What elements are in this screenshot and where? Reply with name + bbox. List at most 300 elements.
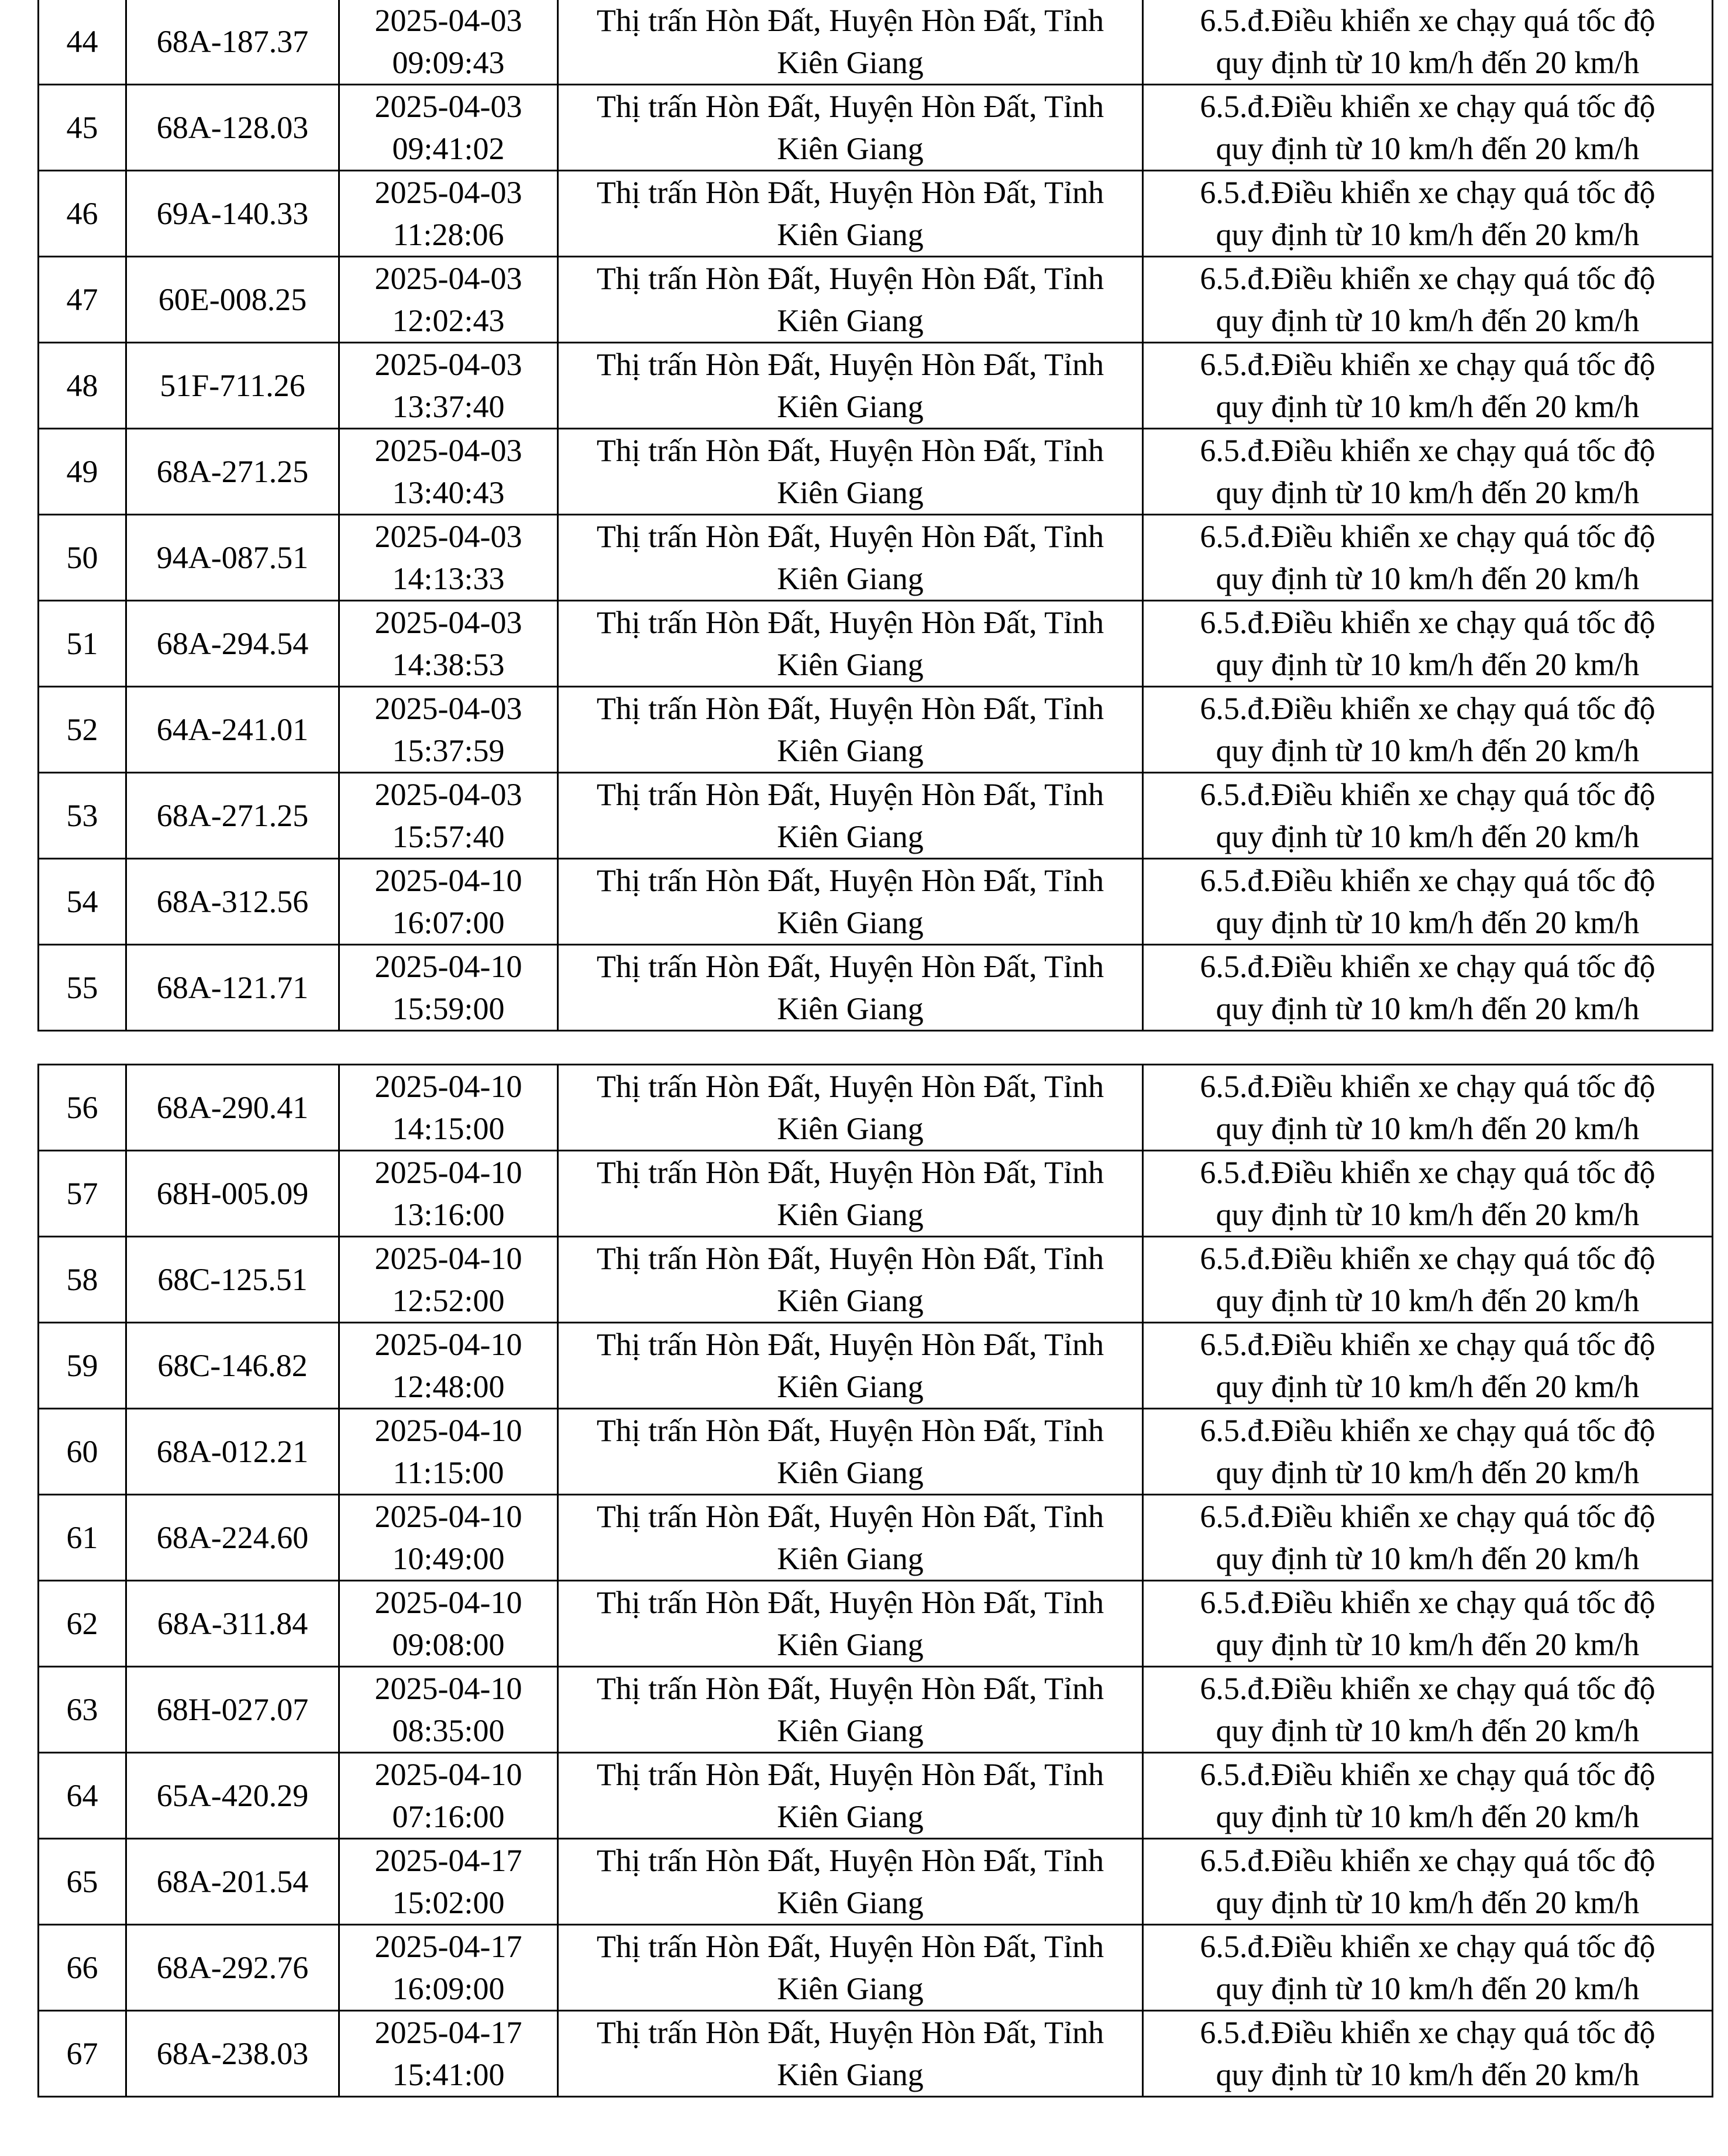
violation-text: quy định từ 10 km/h đến 20 km/h — [1216, 45, 1640, 80]
location-text: Kiên Giang — [777, 1369, 924, 1404]
violation-text: quy định từ 10 km/h đến 20 km/h — [1216, 647, 1640, 682]
datetime-text: 15:59:00 — [392, 991, 505, 1026]
license-plate-text: 68A-012.21 — [156, 1434, 309, 1469]
datetime-text: 2025-04-10 — [374, 1499, 522, 1534]
datetime-cell — [339, 601, 558, 687]
location-text: Kiên Giang — [777, 217, 924, 252]
table-row — [39, 343, 1713, 429]
location-cell — [558, 343, 1143, 429]
datetime-text: 09:08:00 — [392, 1627, 505, 1662]
location-cell — [558, 429, 1143, 515]
license-plate-cell — [126, 1065, 339, 1151]
location-cell — [558, 1237, 1143, 1323]
datetime-cell — [339, 1495, 558, 1581]
violation-text: quy định từ 10 km/h đến 20 km/h — [1216, 1885, 1640, 1920]
location-cell — [558, 945, 1143, 1031]
license-plate-text: 69A-140.33 — [156, 196, 309, 231]
location-text: Thị trấn Hòn Đất, Huyện Hòn Đất, Tỉnh — [596, 1069, 1104, 1104]
violation-cell — [1143, 1495, 1713, 1581]
license-plate-cell — [126, 171, 339, 257]
location-text: Thị trấn Hòn Đất, Huyện Hòn Đất, Tỉnh — [596, 1241, 1104, 1276]
datetime-text: 2025-04-03 — [374, 3, 522, 38]
violation-cell — [1143, 257, 1713, 343]
datetime-cell — [339, 1925, 558, 2011]
license-plate-text: 68A-312.56 — [156, 884, 309, 919]
license-plate-cell — [126, 343, 339, 429]
datetime-text: 2025-04-10 — [374, 1585, 522, 1620]
violation-cell — [1143, 2011, 1713, 2097]
violation-cell — [1143, 343, 1713, 429]
license-plate-cell — [126, 515, 339, 601]
row-number-cell — [39, 1925, 126, 2011]
row-number-text: 53 — [66, 798, 98, 833]
violation-text: 6.5.đ.Điều khiển xe chạy quá tốc độ — [1200, 863, 1655, 898]
row-number-text: 47 — [66, 282, 98, 317]
location-cell — [558, 773, 1143, 859]
violation-text: quy định từ 10 km/h đến 20 km/h — [1216, 389, 1640, 424]
license-plate-text: 65A-420.29 — [156, 1778, 309, 1813]
datetime-text: 2025-04-03 — [374, 261, 522, 296]
violation-text: 6.5.đ.Điều khiển xe chạy quá tốc độ — [1200, 433, 1655, 468]
location-text: Thị trấn Hòn Đất, Huyện Hòn Đất, Tỉnh — [596, 175, 1104, 210]
table-row — [39, 945, 1713, 1031]
location-cell — [558, 1581, 1143, 1667]
location-text: Thị trấn Hòn Đất, Huyện Hòn Đất, Tỉnh — [596, 949, 1104, 984]
violation-cell — [1143, 515, 1713, 601]
datetime-text: 16:09:00 — [392, 1971, 505, 2006]
datetime-text: 14:13:33 — [392, 561, 505, 596]
license-plate-cell — [126, 1323, 339, 1409]
violation-cell — [1143, 1839, 1713, 1925]
location-text: Thị trấn Hòn Đất, Huyện Hòn Đất, Tỉnh — [596, 433, 1104, 468]
datetime-text: 2025-04-03 — [374, 433, 522, 468]
datetime-cell — [339, 1323, 558, 1409]
location-text: Kiên Giang — [777, 1197, 924, 1232]
location-text: Kiên Giang — [777, 1541, 924, 1576]
row-number-cell — [39, 2011, 126, 2097]
location-text: Thị trấn Hòn Đất, Huyện Hòn Đất, Tỉnh — [596, 1155, 1104, 1190]
table-row — [39, 1323, 1713, 1409]
location-text: Kiên Giang — [777, 1627, 924, 1662]
location-text: Thị trấn Hòn Đất, Huyện Hòn Đất, Tỉnh — [596, 3, 1104, 38]
license-plate-cell — [126, 1237, 339, 1323]
violation-text: 6.5.đ.Điều khiển xe chạy quá tốc độ — [1200, 605, 1655, 640]
row-number-text: 55 — [66, 970, 98, 1005]
license-plate-text: 68A-224.60 — [156, 1520, 309, 1555]
table-row — [39, 0, 1713, 85]
table-row — [39, 1237, 1713, 1323]
datetime-cell — [339, 0, 558, 85]
table-row — [39, 1667, 1713, 1753]
datetime-text: 2025-04-03 — [374, 519, 522, 554]
datetime-cell — [339, 773, 558, 859]
violation-text: 6.5.đ.Điều khiển xe chạy quá tốc độ — [1200, 1757, 1655, 1792]
location-text: Kiên Giang — [777, 303, 924, 338]
violations-table-bottom — [37, 1064, 1713, 2097]
violations-table-bottom-body — [39, 1065, 1713, 2097]
datetime-cell — [339, 429, 558, 515]
location-cell — [558, 1495, 1143, 1581]
violation-text: quy định từ 10 km/h đến 20 km/h — [1216, 1455, 1640, 1490]
location-cell — [558, 0, 1143, 85]
location-cell — [558, 2011, 1143, 2097]
location-cell — [558, 601, 1143, 687]
violation-cell — [1143, 773, 1713, 859]
violation-text: quy định từ 10 km/h đến 20 km/h — [1216, 819, 1640, 854]
license-plate-text: 60E-008.25 — [158, 282, 307, 317]
location-text: Kiên Giang — [777, 905, 924, 940]
datetime-text: 2025-04-10 — [374, 1671, 522, 1706]
row-number-cell — [39, 85, 126, 171]
violation-text: 6.5.đ.Điều khiển xe chạy quá tốc độ — [1200, 175, 1655, 210]
row-number-cell — [39, 1409, 126, 1495]
license-plate-cell — [126, 859, 339, 945]
table-row — [39, 2011, 1713, 2097]
datetime-text: 15:37:59 — [392, 733, 505, 768]
license-plate-cell — [126, 773, 339, 859]
violation-cell — [1143, 1753, 1713, 1839]
table-row — [39, 1581, 1713, 1667]
violation-text: 6.5.đ.Điều khiển xe chạy quá tốc độ — [1200, 1241, 1655, 1276]
violation-text: quy định từ 10 km/h đến 20 km/h — [1216, 1971, 1640, 2006]
location-text: Kiên Giang — [777, 1971, 924, 2006]
row-number-cell — [39, 859, 126, 945]
datetime-text: 2025-04-17 — [374, 2015, 522, 2050]
license-plate-text: 68A-121.71 — [156, 970, 309, 1005]
violation-cell — [1143, 0, 1713, 85]
datetime-cell — [339, 687, 558, 773]
datetime-text: 2025-04-03 — [374, 347, 522, 382]
violation-text: 6.5.đ.Điều khiển xe chạy quá tốc độ — [1200, 1585, 1655, 1620]
datetime-text: 2025-04-17 — [374, 1929, 522, 1964]
location-text: Kiên Giang — [777, 991, 924, 1026]
datetime-text: 08:35:00 — [392, 1713, 505, 1748]
license-plate-text: 68A-290.41 — [156, 1090, 309, 1125]
location-cell — [558, 859, 1143, 945]
location-text: Kiên Giang — [777, 45, 924, 80]
row-number-text: 58 — [66, 1262, 98, 1297]
row-number-cell — [39, 1495, 126, 1581]
violation-cell — [1143, 429, 1713, 515]
table-row — [39, 1495, 1713, 1581]
location-cell — [558, 687, 1143, 773]
license-plate-text: 68A-201.54 — [156, 1864, 309, 1899]
datetime-cell — [339, 343, 558, 429]
license-plate-text: 68H-027.07 — [156, 1692, 309, 1727]
violation-text: quy định từ 10 km/h đến 20 km/h — [1216, 1369, 1640, 1404]
table-row — [39, 1065, 1713, 1151]
violation-cell — [1143, 1151, 1713, 1237]
location-cell — [558, 515, 1143, 601]
violation-cell — [1143, 1065, 1713, 1151]
datetime-text: 14:38:53 — [392, 647, 505, 682]
location-text: Thị trấn Hòn Đất, Huyện Hòn Đất, Tỉnh — [596, 1327, 1104, 1362]
violation-text: 6.5.đ.Điều khiển xe chạy quá tốc độ — [1200, 347, 1655, 382]
location-text: Thị trấn Hòn Đất, Huyện Hòn Đất, Tỉnh — [596, 1585, 1104, 1620]
location-text: Thị trấn Hòn Đất, Huyện Hòn Đất, Tỉnh — [596, 347, 1104, 382]
datetime-text: 2025-04-10 — [374, 949, 522, 984]
table-row — [39, 687, 1713, 773]
location-text: Kiên Giang — [777, 1283, 924, 1318]
location-cell — [558, 1409, 1143, 1495]
row-number-text: 67 — [66, 2036, 98, 2071]
row-number-text: 62 — [66, 1606, 98, 1641]
license-plate-cell — [126, 0, 339, 85]
row-number-text: 60 — [66, 1434, 98, 1469]
datetime-cell — [339, 515, 558, 601]
row-number-cell — [39, 343, 126, 429]
location-text: Kiên Giang — [777, 647, 924, 682]
row-number-text: 57 — [66, 1176, 98, 1211]
row-number-cell — [39, 429, 126, 515]
license-plate-text: 68A-311.84 — [157, 1606, 308, 1641]
license-plate-text: 68C-146.82 — [157, 1348, 308, 1383]
datetime-text: 2025-04-10 — [374, 1327, 522, 1362]
row-number-cell — [39, 1667, 126, 1753]
violation-cell — [1143, 1323, 1713, 1409]
location-text: Thị trấn Hòn Đất, Huyện Hòn Đất, Tỉnh — [596, 1499, 1104, 1534]
location-text: Thị trấn Hòn Đất, Huyện Hòn Đất, Tỉnh — [596, 1843, 1104, 1878]
location-cell — [558, 1925, 1143, 2011]
datetime-text: 15:57:40 — [392, 819, 505, 854]
datetime-cell — [339, 1065, 558, 1151]
datetime-text: 11:28:06 — [393, 217, 504, 252]
violation-text: 6.5.đ.Điều khiển xe chạy quá tốc độ — [1200, 1069, 1655, 1104]
violation-text: quy định từ 10 km/h đến 20 km/h — [1216, 131, 1640, 166]
location-text: Kiên Giang — [777, 1111, 924, 1146]
violation-text: quy định từ 10 km/h đến 20 km/h — [1216, 1799, 1640, 1834]
violation-text: quy định từ 10 km/h đến 20 km/h — [1216, 991, 1640, 1026]
datetime-text: 2025-04-10 — [374, 1069, 522, 1104]
license-plate-text: 68A-271.25 — [156, 798, 309, 833]
violation-text: 6.5.đ.Điều khiển xe chạy quá tốc độ — [1200, 261, 1655, 296]
table-row — [39, 601, 1713, 687]
table-row — [39, 1839, 1713, 1925]
violation-cell — [1143, 601, 1713, 687]
row-number-cell — [39, 1839, 126, 1925]
datetime-cell — [339, 2011, 558, 2097]
row-number-cell — [39, 515, 126, 601]
datetime-cell — [339, 257, 558, 343]
violation-cell — [1143, 1409, 1713, 1495]
location-cell — [558, 1667, 1143, 1753]
violation-text: 6.5.đ.Điều khiển xe chạy quá tốc độ — [1200, 1929, 1655, 1964]
location-cell — [558, 257, 1143, 343]
violation-cell — [1143, 1581, 1713, 1667]
datetime-cell — [339, 859, 558, 945]
violation-text: quy định từ 10 km/h đến 20 km/h — [1216, 1283, 1640, 1318]
location-text: Thị trấn Hòn Đất, Huyện Hòn Đất, Tỉnh — [596, 519, 1104, 554]
datetime-text: 12:48:00 — [392, 1369, 505, 1404]
table-row — [39, 515, 1713, 601]
location-text: Kiên Giang — [777, 1885, 924, 1920]
datetime-cell — [339, 1237, 558, 1323]
violation-text: quy định từ 10 km/h đến 20 km/h — [1216, 2057, 1640, 2092]
table-row — [39, 171, 1713, 257]
datetime-text: 15:02:00 — [392, 1885, 505, 1920]
row-number-cell — [39, 773, 126, 859]
datetime-text: 2025-04-03 — [374, 175, 522, 210]
datetime-text: 09:09:43 — [392, 45, 505, 80]
location-cell — [558, 1839, 1143, 1925]
table-row — [39, 859, 1713, 945]
table-row — [39, 85, 1713, 171]
datetime-text: 12:02:43 — [392, 303, 505, 338]
violation-text: 6.5.đ.Điều khiển xe chạy quá tốc độ — [1200, 1499, 1655, 1534]
violation-text: 6.5.đ.Điều khiển xe chạy quá tốc độ — [1200, 1671, 1655, 1706]
row-number-cell — [39, 171, 126, 257]
datetime-text: 2025-04-10 — [374, 1155, 522, 1190]
row-number-cell — [39, 687, 126, 773]
row-number-text: 45 — [66, 110, 98, 145]
datetime-text: 2025-04-17 — [374, 1843, 522, 1878]
location-text: Thị trấn Hòn Đất, Huyện Hòn Đất, Tỉnh — [596, 691, 1104, 726]
license-plate-cell — [126, 1151, 339, 1237]
row-number-text: 50 — [66, 540, 98, 575]
row-number-cell — [39, 1753, 126, 1839]
row-number-text: 48 — [66, 368, 98, 403]
row-number-text: 61 — [66, 1520, 98, 1555]
location-text: Kiên Giang — [777, 389, 924, 424]
datetime-text: 10:49:00 — [392, 1541, 505, 1576]
violation-text: quy định từ 10 km/h đến 20 km/h — [1216, 561, 1640, 596]
table-row — [39, 1925, 1713, 2011]
location-cell — [558, 1065, 1143, 1151]
license-plate-cell — [126, 1581, 339, 1667]
datetime-text: 11:15:00 — [393, 1455, 504, 1490]
datetime-text: 13:37:40 — [392, 389, 505, 424]
violation-text: 6.5.đ.Điều khiển xe chạy quá tốc độ — [1200, 949, 1655, 984]
violation-text: 6.5.đ.Điều khiển xe chạy quá tốc độ — [1200, 3, 1655, 38]
violation-cell — [1143, 687, 1713, 773]
row-number-text: 64 — [66, 1778, 98, 1813]
datetime-text: 13:40:43 — [392, 475, 505, 510]
violation-text: quy định từ 10 km/h đến 20 km/h — [1216, 1627, 1640, 1662]
datetime-text: 2025-04-03 — [374, 89, 522, 124]
violation-text: 6.5.đ.Điều khiển xe chạy quá tốc độ — [1200, 1843, 1655, 1878]
location-text: Kiên Giang — [777, 733, 924, 768]
license-plate-cell — [126, 429, 339, 515]
datetime-cell — [339, 1581, 558, 1667]
license-plate-cell — [126, 1667, 339, 1753]
datetime-text: 09:41:02 — [392, 131, 505, 166]
license-plate-cell — [126, 1495, 339, 1581]
violation-text: quy định từ 10 km/h đến 20 km/h — [1216, 905, 1640, 940]
license-plate-text: 68A-238.03 — [156, 2036, 309, 2071]
violation-text: quy định từ 10 km/h đến 20 km/h — [1216, 733, 1640, 768]
datetime-cell — [339, 85, 558, 171]
datetime-text: 2025-04-10 — [374, 1757, 522, 1792]
row-number-cell — [39, 945, 126, 1031]
datetime-text: 07:16:00 — [392, 1799, 505, 1834]
location-text: Kiên Giang — [777, 475, 924, 510]
violation-text: 6.5.đ.Điều khiển xe chạy quá tốc độ — [1200, 2015, 1655, 2050]
license-plate-text: 94A-087.51 — [156, 540, 309, 575]
license-plate-cell — [126, 257, 339, 343]
datetime-text: 2025-04-03 — [374, 605, 522, 640]
row-number-cell — [39, 601, 126, 687]
license-plate-text: 68H-005.09 — [156, 1176, 309, 1211]
license-plate-cell — [126, 1839, 339, 1925]
violation-text: 6.5.đ.Điều khiển xe chạy quá tốc độ — [1200, 1413, 1655, 1448]
location-cell — [558, 171, 1143, 257]
datetime-text: 14:15:00 — [392, 1111, 505, 1146]
license-plate-cell — [126, 687, 339, 773]
datetime-cell — [339, 171, 558, 257]
row-number-cell — [39, 1065, 126, 1151]
violation-text: quy định từ 10 km/h đến 20 km/h — [1216, 1111, 1640, 1146]
license-plate-cell — [126, 1409, 339, 1495]
location-text: Kiên Giang — [777, 819, 924, 854]
location-cell — [558, 1323, 1143, 1409]
violation-text: 6.5.đ.Điều khiển xe chạy quá tốc độ — [1200, 89, 1655, 124]
license-plate-text: 64A-241.01 — [156, 712, 309, 747]
datetime-cell — [339, 1667, 558, 1753]
license-plate-text: 68A-292.76 — [156, 1950, 309, 1985]
datetime-text: 16:07:00 — [392, 905, 505, 940]
table-row — [39, 257, 1713, 343]
location-text: Thị trấn Hòn Đất, Huyện Hòn Đất, Tỉnh — [596, 1671, 1104, 1706]
datetime-text: 15:41:00 — [392, 2057, 505, 2092]
location-text: Kiên Giang — [777, 2057, 924, 2092]
row-number-text: 63 — [66, 1692, 98, 1727]
violation-cell — [1143, 1667, 1713, 1753]
table-row — [39, 1409, 1713, 1495]
datetime-text: 2025-04-10 — [374, 1413, 522, 1448]
violation-text: quy định từ 10 km/h đến 20 km/h — [1216, 217, 1640, 252]
datetime-cell — [339, 1409, 558, 1495]
table-row — [39, 1151, 1713, 1237]
violations-table-top — [37, 0, 1713, 1031]
violation-text: 6.5.đ.Điều khiển xe chạy quá tốc độ — [1200, 777, 1655, 812]
violation-text: 6.5.đ.Điều khiển xe chạy quá tốc độ — [1200, 1155, 1655, 1190]
table-row — [39, 1753, 1713, 1839]
location-text: Thị trấn Hòn Đất, Huyện Hòn Đất, Tỉnh — [596, 1757, 1104, 1792]
row-number-text: 52 — [66, 712, 98, 747]
datetime-cell — [339, 1151, 558, 1237]
violation-text: quy định từ 10 km/h đến 20 km/h — [1216, 1713, 1640, 1748]
violations-table-top-body — [39, 0, 1713, 1031]
row-number-cell — [39, 0, 126, 85]
location-text: Kiên Giang — [777, 561, 924, 596]
license-plate-cell — [126, 2011, 339, 2097]
row-number-text: 51 — [66, 626, 98, 661]
location-text: Thị trấn Hòn Đất, Huyện Hòn Đất, Tỉnh — [596, 261, 1104, 296]
license-plate-cell — [126, 1925, 339, 2011]
violation-text: 6.5.đ.Điều khiển xe chạy quá tốc độ — [1200, 519, 1655, 554]
location-text: Kiên Giang — [777, 131, 924, 166]
row-number-text: 59 — [66, 1348, 98, 1383]
datetime-text: 2025-04-10 — [374, 863, 522, 898]
license-plate-text: 68A-128.03 — [156, 110, 309, 145]
violation-cell — [1143, 1237, 1713, 1323]
license-plate-cell — [126, 601, 339, 687]
location-cell — [558, 1151, 1143, 1237]
violation-text: quy định từ 10 km/h đến 20 km/h — [1216, 1541, 1640, 1576]
row-number-text: 66 — [66, 1950, 98, 1985]
violation-text: 6.5.đ.Điều khiển xe chạy quá tốc độ — [1200, 691, 1655, 726]
row-number-text: 54 — [66, 884, 98, 919]
row-number-cell — [39, 1323, 126, 1409]
violation-text: quy định từ 10 km/h đến 20 km/h — [1216, 475, 1640, 510]
violation-cell — [1143, 1925, 1713, 2011]
row-number-cell — [39, 1581, 126, 1667]
license-plate-cell — [126, 945, 339, 1031]
row-number-text: 46 — [66, 196, 98, 231]
violation-cell — [1143, 945, 1713, 1031]
row-number-cell — [39, 1237, 126, 1323]
datetime-text: 13:16:00 — [392, 1197, 505, 1232]
